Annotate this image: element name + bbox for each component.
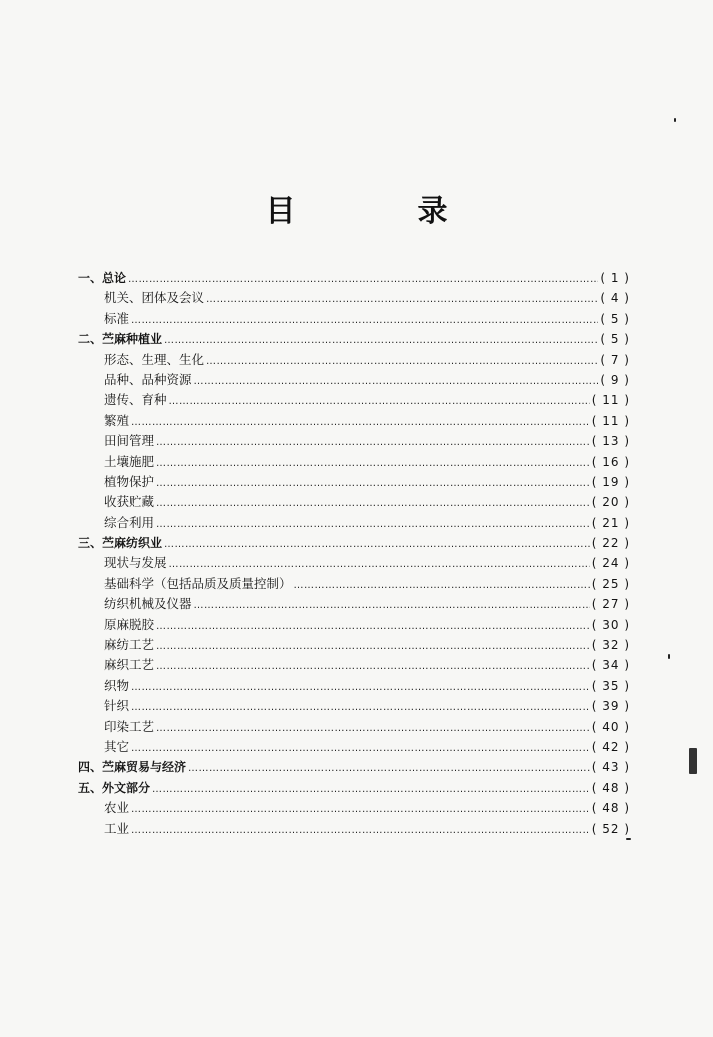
toc-subsection bbox=[78, 655, 630, 675]
toc-label-text: 苎麻种植业 bbox=[102, 332, 163, 347]
toc-page-number: ( 35 ) bbox=[591, 678, 630, 693]
toc-label-text: 形态、生理、生化 bbox=[104, 351, 205, 367]
toc-section bbox=[78, 268, 630, 288]
toc-page-number: ( 42 ) bbox=[591, 739, 630, 754]
toc-label bbox=[78, 737, 129, 757]
toc-label bbox=[78, 717, 154, 737]
dot-leader bbox=[131, 739, 590, 759]
toc-page-number: ( 13 ) bbox=[591, 434, 630, 449]
scan-speck bbox=[674, 118, 676, 122]
toc-subsection bbox=[78, 819, 630, 839]
toc-page-number: ( 43 ) bbox=[591, 760, 630, 775]
toc-label bbox=[78, 390, 167, 410]
toc-subsection bbox=[78, 615, 630, 635]
toc-section bbox=[78, 329, 630, 349]
toc-label bbox=[78, 696, 129, 716]
toc-subsection bbox=[78, 431, 630, 451]
toc-label bbox=[78, 757, 186, 777]
toc-label-text: 标准 bbox=[104, 310, 130, 326]
toc-label bbox=[78, 350, 204, 370]
dot-leader bbox=[156, 617, 590, 637]
dot-leader bbox=[169, 392, 590, 412]
dot-leader bbox=[194, 372, 599, 392]
toc-subsection bbox=[78, 635, 630, 655]
dot-leader bbox=[156, 719, 590, 739]
toc-subsection bbox=[78, 594, 630, 614]
toc-label bbox=[78, 615, 154, 635]
toc-page-number: ( 24 ) bbox=[591, 556, 630, 571]
toc-label bbox=[78, 533, 162, 553]
dot-leader bbox=[131, 678, 590, 698]
toc-label bbox=[78, 553, 167, 573]
toc-label-text: 农业 bbox=[104, 800, 130, 816]
toc-page-number: ( 40 ) bbox=[591, 719, 630, 734]
dot-leader bbox=[169, 555, 590, 575]
toc-label bbox=[78, 492, 154, 512]
toc-subsection bbox=[78, 513, 630, 533]
toc-page-number: ( 30 ) bbox=[591, 617, 630, 632]
dot-leader bbox=[206, 352, 598, 372]
dot-leader bbox=[206, 290, 598, 310]
dot-leader bbox=[156, 474, 590, 494]
toc-label bbox=[78, 594, 192, 614]
dot-leader bbox=[131, 821, 590, 841]
toc-subsection bbox=[78, 411, 630, 431]
toc-label bbox=[78, 819, 129, 839]
dot-leader bbox=[156, 515, 590, 535]
scan-speck bbox=[668, 654, 670, 659]
toc-subsection bbox=[78, 309, 630, 329]
toc-label-text: 麻织工艺 bbox=[104, 657, 155, 673]
toc-label bbox=[78, 268, 126, 288]
toc-label bbox=[78, 513, 154, 533]
toc-page-number: ( 11 ) bbox=[591, 393, 630, 408]
toc-label-text: 其它 bbox=[104, 738, 130, 754]
toc-page-number: ( 9 ) bbox=[600, 372, 630, 387]
toc-page-number: ( 7 ) bbox=[600, 352, 630, 367]
dot-leader bbox=[156, 454, 590, 474]
toc-page-number: ( 34 ) bbox=[591, 658, 630, 673]
toc-page-number: ( 48 ) bbox=[591, 780, 630, 795]
page-title: 目 录 bbox=[265, 194, 494, 229]
toc-section-number: 二、 bbox=[78, 332, 103, 347]
toc-page-number: ( 48 ) bbox=[591, 801, 630, 816]
toc-label-text: 现状与发展 bbox=[104, 555, 167, 571]
toc-label-text: 繁殖 bbox=[104, 412, 130, 428]
dot-leader bbox=[152, 780, 590, 800]
toc-label-text: 土壤施肥 bbox=[104, 453, 155, 469]
toc-label bbox=[78, 288, 204, 308]
toc-label-text: 工业 bbox=[104, 820, 130, 836]
toc-page-number: ( 32 ) bbox=[591, 638, 630, 653]
dot-leader bbox=[128, 270, 598, 290]
toc-label-text: 植物保护 bbox=[104, 473, 155, 489]
toc-label-text: 苎麻纺织业 bbox=[102, 536, 163, 551]
dot-leader bbox=[131, 800, 590, 820]
toc-page-number: ( 20 ) bbox=[591, 495, 630, 510]
toc-label bbox=[78, 370, 192, 390]
toc-section-number: 三、 bbox=[78, 536, 103, 551]
toc-page-number: ( 39 ) bbox=[591, 699, 630, 714]
toc-page-number: ( 25 ) bbox=[591, 576, 630, 591]
toc-label-text: 原麻脱胶 bbox=[104, 616, 155, 632]
dot-leader bbox=[164, 331, 598, 351]
toc-section bbox=[78, 757, 630, 777]
toc-subsection bbox=[78, 717, 630, 737]
toc-section bbox=[78, 778, 630, 798]
dot-leader bbox=[188, 759, 590, 779]
toc-label-text: 苎麻贸易与经济 bbox=[102, 760, 187, 775]
toc-label-text: 综合利用 bbox=[104, 514, 155, 530]
dot-leader bbox=[131, 698, 590, 718]
toc-page-number: ( 27 ) bbox=[591, 597, 630, 612]
scan-speck bbox=[689, 748, 697, 774]
toc-page-number: ( 1 ) bbox=[600, 271, 630, 285]
toc-label bbox=[78, 778, 150, 798]
toc-label-text: 总论 bbox=[102, 271, 127, 285]
toc-page-number: ( 5 ) bbox=[600, 311, 630, 326]
toc-label bbox=[78, 676, 129, 696]
toc-label bbox=[78, 329, 162, 349]
dot-leader bbox=[164, 535, 590, 555]
dot-leader bbox=[131, 413, 590, 433]
toc-subsection bbox=[78, 492, 630, 512]
toc-subsection bbox=[78, 350, 630, 370]
toc-label-text: 针织 bbox=[104, 698, 130, 714]
toc-label bbox=[78, 309, 129, 329]
toc-label bbox=[78, 635, 154, 655]
toc-subsection bbox=[78, 288, 630, 308]
toc-label-text: 印染工艺 bbox=[104, 718, 155, 734]
toc-page-number: ( 19 ) bbox=[591, 474, 630, 489]
toc-label bbox=[78, 472, 154, 492]
dot-leader bbox=[156, 494, 590, 514]
dot-leader bbox=[156, 433, 590, 453]
scan-speck bbox=[626, 838, 631, 840]
toc-subsection bbox=[78, 553, 630, 573]
toc-label-text: 遗传、育种 bbox=[104, 392, 167, 408]
toc-label-text: 收获贮藏 bbox=[104, 494, 155, 510]
toc-label bbox=[78, 431, 154, 451]
toc-subsection bbox=[78, 696, 630, 716]
toc-label bbox=[78, 452, 154, 472]
toc-subsection bbox=[78, 390, 630, 410]
toc-label bbox=[78, 655, 154, 675]
table-of-contents bbox=[78, 268, 630, 839]
toc-subsection bbox=[78, 676, 630, 696]
toc-page-number: ( 22 ) bbox=[591, 536, 630, 551]
toc-label bbox=[78, 411, 129, 431]
toc-label-text: 田间管理 bbox=[104, 433, 155, 449]
toc-label bbox=[78, 574, 292, 594]
toc-page-number: ( 11 ) bbox=[591, 413, 630, 428]
dot-leader bbox=[194, 596, 590, 616]
toc-page-number: ( 52 ) bbox=[591, 821, 630, 836]
toc-label-text: 织物 bbox=[104, 677, 130, 693]
toc-label bbox=[78, 798, 129, 818]
toc-subsection bbox=[78, 798, 630, 818]
toc-page-number: ( 4 ) bbox=[600, 291, 630, 306]
dot-leader bbox=[131, 311, 598, 331]
toc-label-text: 外文部分 bbox=[102, 780, 151, 795]
toc-section-number: 四、 bbox=[78, 760, 103, 775]
toc-subsection bbox=[78, 452, 630, 472]
toc-label-text: 品种、品种资源 bbox=[104, 371, 192, 387]
dot-leader bbox=[294, 576, 590, 596]
toc-subsection bbox=[78, 472, 630, 492]
toc-subsection bbox=[78, 737, 630, 757]
toc-label-text: 麻纺工艺 bbox=[104, 637, 155, 653]
dot-leader bbox=[156, 637, 590, 657]
toc-subsection bbox=[78, 574, 630, 594]
toc-page-number: ( 5 ) bbox=[600, 332, 630, 347]
toc-label-text: 基础科学（包括品质及质量控制） bbox=[104, 575, 292, 591]
toc-label-text: 纺织机械及仪器 bbox=[104, 596, 192, 612]
toc-subsection bbox=[78, 370, 630, 390]
toc-label-text: 机关、团体及会议 bbox=[104, 290, 205, 306]
toc-section-number: 一、 bbox=[78, 271, 103, 285]
toc-section-number: 五、 bbox=[78, 780, 103, 795]
dot-leader bbox=[156, 657, 590, 677]
toc-page-number: ( 21 ) bbox=[591, 515, 630, 530]
toc-section bbox=[78, 533, 630, 553]
toc-page-number: ( 16 ) bbox=[591, 454, 630, 469]
